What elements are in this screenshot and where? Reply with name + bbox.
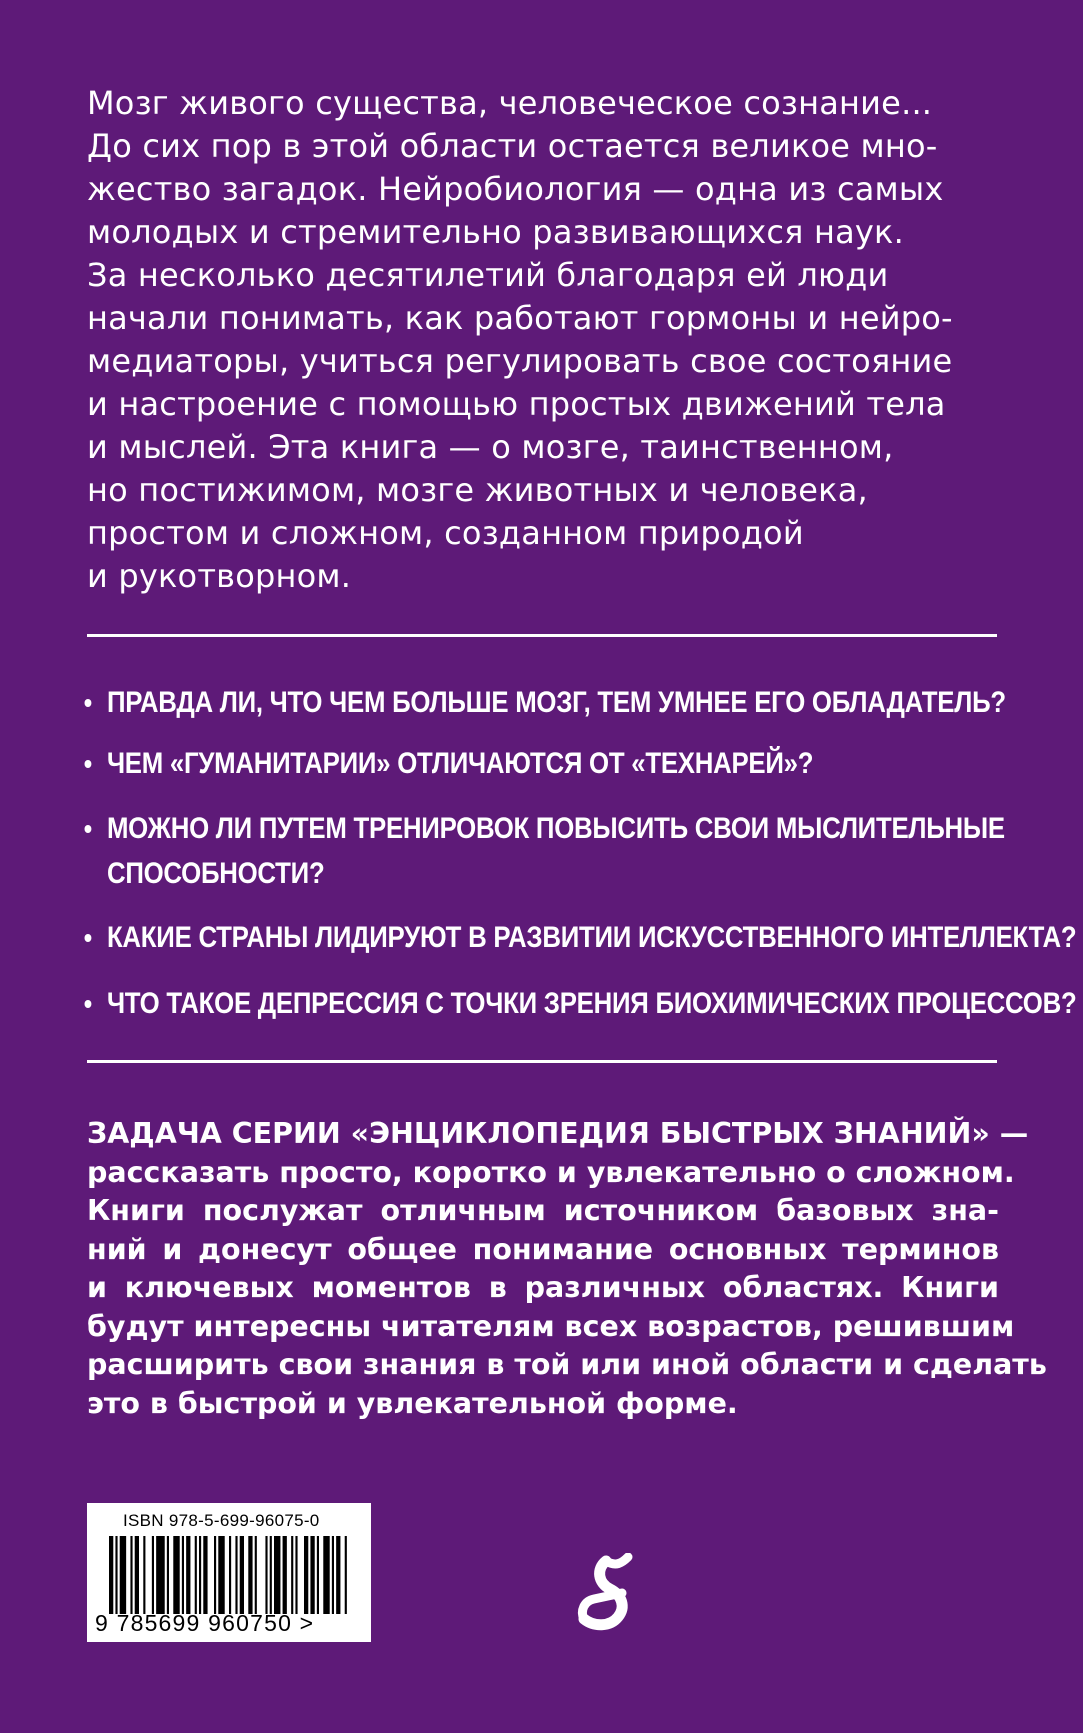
bullet: • — [83, 922, 92, 953]
barcode-bar — [336, 1536, 340, 1614]
barcode-bar — [332, 1536, 334, 1614]
intro-line: и настроение с помощью простых движений тела — [87, 385, 946, 423]
intro-line: медиаторы, учиться регулировать свое состояние — [87, 342, 953, 380]
barcode-bar — [156, 1536, 165, 1614]
section-divider — [87, 1060, 997, 1063]
barcode-bar — [304, 1536, 308, 1614]
barcode-block — [87, 1503, 371, 1642]
barcode-bar — [186, 1536, 190, 1614]
intro-line: и рукотворном. — [87, 557, 352, 595]
barcode-bar — [345, 1536, 347, 1614]
barcode-bar — [283, 1536, 287, 1614]
barcode-bar — [323, 1536, 329, 1614]
intro-line: простом и сложном, созданном природой — [87, 514, 804, 552]
intro-line: жество загадок. Нейробиология — одна из самых — [87, 170, 944, 208]
intro-line: и мыслей. Эта книга — о мозге, таинственном, — [87, 428, 894, 466]
intro-line: начали понимать, как работают гормоны и нейро- — [87, 299, 953, 337]
question-text: ЧЕМ «ГУМАНИТАРИИ» ОТЛИЧАЮТСЯ ОТ «ТЕХНАРЕЙ»? — [106, 747, 814, 780]
series-line: ЗАДАЧА СЕРИИ «ЭНЦИКЛОПЕДИЯ БЫСТРЫХ ЗНАНИЙ» — — [87, 1117, 1029, 1150]
section-divider — [87, 634, 997, 637]
bullet: • — [83, 988, 92, 1019]
barcode-bar — [203, 1536, 207, 1614]
question-item — [82, 741, 813, 786]
question-text: КАКИЕ СТРАНЫ ЛИДИРУЮТ В РАЗВИТИИ ИСКУССТВЕННОГО ИНТЕЛЛЕКТА? — [106, 921, 1077, 954]
barcode-bar — [310, 1536, 314, 1614]
intro-line: но постижимом, мозге животных и человека, — [87, 471, 868, 509]
barcode-bar — [248, 1536, 252, 1614]
question-text: СПОСОБНОСТИ? — [106, 857, 325, 890]
barcode-digits: 9 785699 960750 > — [95, 1610, 315, 1636]
barcode-bar — [218, 1536, 224, 1614]
barcode-bar — [235, 1536, 237, 1614]
barcode-bar — [317, 1536, 319, 1614]
series-line: расширить свои знания в той или иной области и сделать — [87, 1348, 1047, 1381]
series-description — [87, 1115, 1047, 1423]
barcode-bar — [255, 1536, 257, 1614]
question-text: ПРАВДА ЛИ, ЧТО ЧЕМ БОЛЬШЕ МОЗГ, ТЕМ УМНЕЕ ЕГО ОБЛАДАТЕЛЬ? — [106, 686, 1006, 719]
barcode-bar — [265, 1536, 267, 1614]
barcode-bars — [109, 1536, 349, 1614]
barcode-bar — [214, 1536, 216, 1614]
barcode-bar — [291, 1536, 293, 1614]
barcode-bar — [182, 1536, 184, 1614]
barcode-bar — [173, 1536, 179, 1614]
barcode-bar — [295, 1536, 297, 1614]
barcode-bar — [195, 1536, 197, 1614]
intro-text — [87, 82, 1007, 598]
barcode-bar — [274, 1536, 280, 1614]
barcode-bar — [143, 1536, 145, 1614]
bullet: • — [83, 748, 92, 779]
barcode-bar — [109, 1536, 113, 1614]
intro-line: молодых и стремительно развивающихся наук. — [87, 213, 904, 251]
series-line: будут интересны читателям всех возрастов, решившим — [87, 1309, 1015, 1343]
isbn-label: ISBN 978-5-699-96075-0 — [123, 1511, 320, 1530]
bullet: • — [83, 813, 92, 844]
barcode-bar — [167, 1536, 169, 1614]
question-item — [82, 981, 1076, 1026]
question-item — [82, 915, 1076, 960]
barcode-bar — [199, 1536, 201, 1614]
intro-line: Мозг живого существа, человеческое сознание... — [87, 84, 933, 122]
intro-line: За несколько десятилетий благодаря ей люди — [87, 256, 889, 294]
question-item — [82, 680, 1006, 725]
barcode-bar — [270, 1536, 272, 1614]
barcode-bar — [120, 1536, 126, 1614]
intro-line: До сих пор в этой области остается великое мно- — [87, 127, 938, 165]
barcode-bar — [229, 1536, 231, 1614]
barcode-bar — [135, 1536, 139, 1614]
series-line: рассказать просто, коротко и увлекательно о сложном. — [87, 1155, 1015, 1189]
question-text: МОЖНО ЛИ ПУТЕМ ТРЕНИРОВОК ПОВЫСИТЬ СВОИ МЫСЛИТЕЛЬНЫЕ — [106, 812, 1005, 845]
barcode-bar — [152, 1536, 154, 1614]
series-line: это в быстрой и увлекательной форме. — [87, 1386, 738, 1420]
series-line: ний и донесут общее понимание основных терминов — [87, 1232, 999, 1266]
series-line: Книги послужат отличным источником базовых зна- — [87, 1194, 999, 1227]
question-text: ЧТО ТАКОЕ ДЕПРЕССИЯ С ТОЧКИ ЗРЕНИЯ БИОХИМИЧЕСКИХ ПРОЦЕССОВ? — [106, 987, 1077, 1020]
series-line: и ключевых моментов в различных областях. Книги — [87, 1271, 999, 1304]
question-item — [82, 806, 1005, 896]
barcode-bar — [115, 1536, 117, 1614]
barcode-bar — [240, 1536, 244, 1614]
publisher-logo-icon — [570, 1553, 640, 1643]
bullet: • — [83, 687, 92, 718]
barcode-bar — [130, 1536, 132, 1614]
